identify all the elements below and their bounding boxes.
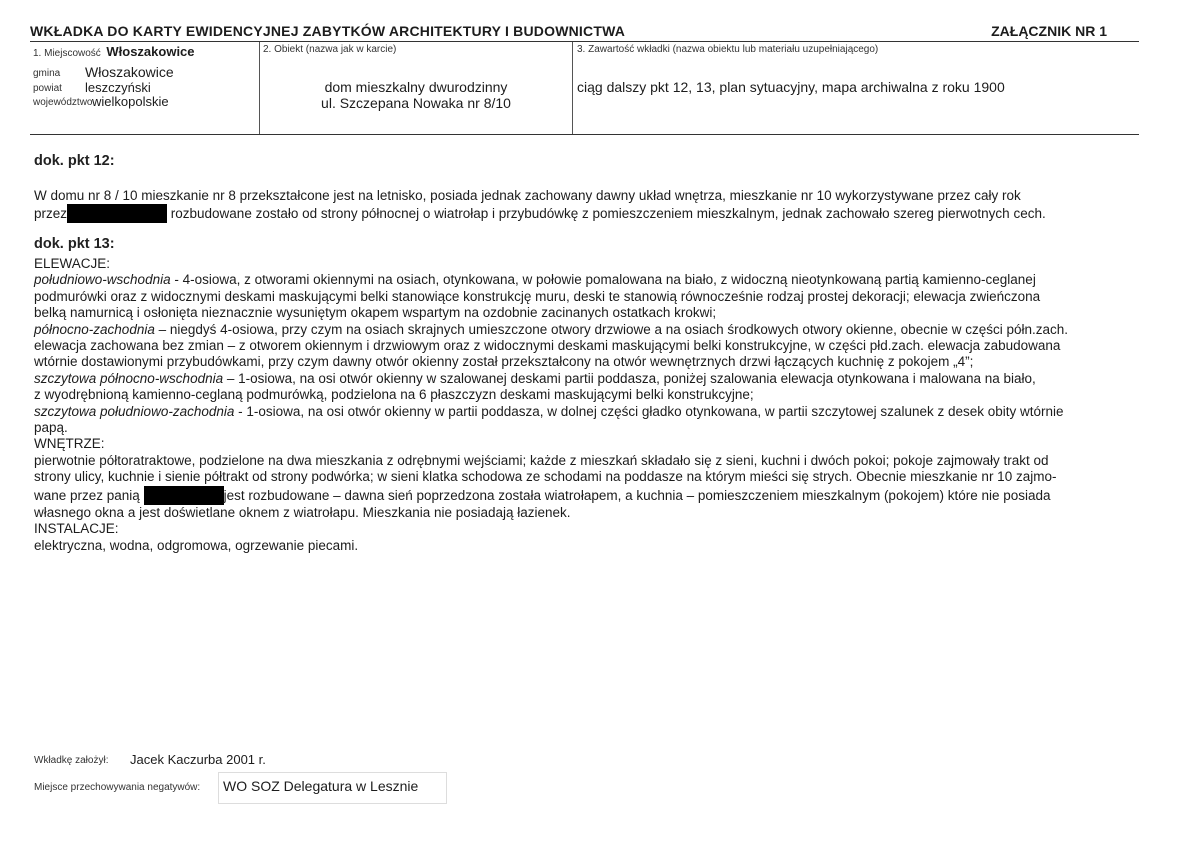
- wojewodztwo-value: wielkopolskie: [92, 94, 169, 109]
- gmina-label: gmina: [33, 68, 61, 79]
- wojewodztwo-label: województwo: [33, 97, 93, 108]
- text-fragment: przez: [34, 206, 68, 222]
- object-name: dom mieszkalny dwurodzinny: [324, 79, 508, 95]
- text-fragment: rozbudowane zostało od strony północnej o wiatrołap i przybudówkę z pomieszczeniem mieszkalnym, jednak zachowało szereg pierwotnych cech.: [167, 206, 1046, 222]
- redaction-block: [67, 204, 167, 223]
- annex-number: ZAŁĄCZNIK NR 1: [991, 23, 1107, 39]
- text-line: belką namurnicą i osłonięta nieznacznie wysuniętym okapem wspartym na ozdobnie zacinanych ostatkach krokwi;: [34, 305, 717, 321]
- locality-label: 1. Miejscowość: [33, 48, 101, 59]
- elevation-label: szczytowa południowo-zachodnia: [34, 403, 235, 419]
- subheading-elewacje: ELEWACJE:: [34, 256, 111, 271]
- text-line: podmurówki oraz z widocznymi deskami maskującymi belki stanowiące konstrukcję muru, deski te stanowią równocześnie rodzaj prostej dekoracji; elewacja zwieńczona: [34, 288, 1041, 304]
- gmina-value: Włoszakowice: [85, 64, 174, 80]
- text-fragment: – niegdyś 4-osiowa, przy czym na osiach skrajnych umieszczone otwory drzwiowe a na osiach środkowych otwory okienne, obecnie w części półn.zach.: [154, 321, 1069, 337]
- text-fragment: jest rozbudowane – dawna sień poprzedzona została wiatrołapem, a kuchnia – pomieszczeniem mieszkalnym (pokojem) które nie posiada: [223, 487, 1051, 503]
- header-table: [30, 42, 1139, 135]
- locality-field: [33, 44, 195, 59]
- text-line: [34, 371, 1129, 387]
- powiat-label: powiat: [33, 83, 62, 94]
- text-line: [34, 404, 1129, 420]
- pkt12-text: [34, 188, 1129, 223]
- powiat-value: leszczyński: [85, 80, 151, 95]
- content-label: 3. Zawartość wkładki (nazwa obiektu lub materiału uzupełniającego): [577, 44, 879, 55]
- text-line: elektryczna, wodna, odgromowa, ogrzewanie piecami.: [34, 537, 359, 553]
- storage-label: Miejsce przechowywania negatywów:: [34, 782, 201, 793]
- object-address: ul. Szczepana Nowaka nr 8/10: [321, 95, 511, 111]
- column-divider: [572, 42, 573, 134]
- author-label: Wkładkę założył:: [34, 755, 109, 766]
- pkt13-text: [34, 256, 1129, 554]
- text-line: pierwotnie półtoratraktowe, podzielone na dwa mieszkania z odrębnymi wejściami; każde z mieszkań składało się z sieni, kuchni i dwóch pokoi; pokoje zajmowały trakt od: [34, 452, 1049, 468]
- text-line: strony ulicy, kuchnie i sienie półtrakt od strony podwórka; w sieni klatka schodowa ze schodami na poddasze na którym mieści się strych. Obecnie mieszkanie nr 10 zajmo-: [34, 469, 1057, 485]
- locality-value: Włoszakowice: [106, 44, 195, 59]
- text-line: własnego okna a jest doświetlane oknem z wiatrołapu. Mieszkania nie posiadają łazienek.: [34, 504, 571, 520]
- section-heading-pkt13: dok. pkt 13:: [34, 236, 115, 252]
- redaction-block: [144, 486, 224, 505]
- text-line: wtórnie dostawionymi przybudówkami, przy czym dawny otwór okienny został przekształcony na otwór wewnętrznych drzwi łączących kuchnię z pokojem „4”;: [34, 354, 974, 370]
- subheading-instalacje: INSTALACJE:: [34, 521, 119, 537]
- text-line: [34, 272, 1129, 288]
- text-line: [34, 322, 1129, 338]
- subheading-wnetrze: WNĘTRZE:: [34, 436, 105, 452]
- text-fragment: - 4-osiowa, z otworami okiennymi na osiach, otynkowana, w połowie pomalowana na biało, z widoczną nieotynkowaną partią kamienno-ceglanej: [170, 272, 1036, 288]
- text-fragment: – 1-osiowa, na osi otwór okienny w szalowanej deskami partii poddasza, poniżej szalowania elewacja otynkowana i malowana na biało,: [223, 370, 1036, 386]
- content-value: ciąg dalszy pkt 12, 13, plan sytuacyjny, mapa archiwalna z roku 1900: [577, 79, 1005, 95]
- text-fragment: - 1-osiowa, na osi otwór okienny w partii poddasza, w dolnej części gładko otynkowana, w partii szczytowej szalunek z desek obity wtórnie: [234, 403, 1064, 419]
- section-heading-pkt12: dok. pkt 12:: [34, 153, 115, 169]
- elevation-label: północno-zachodnia: [34, 321, 155, 337]
- elevation-label: szczytowa północno-wschodnia: [34, 370, 224, 386]
- text-line: z wyodrębnioną kamienno-ceglaną podmurówką, podzielona na 6 płaszczyzn deskami maskującymi belki konstrukcyjne;: [34, 387, 754, 403]
- author-value: Jacek Kaczurba 2001 r.: [130, 752, 266, 767]
- text-fragment: wane przez panią: [34, 487, 140, 503]
- text-line: elewacja zachowana bez zmian – z otworem okiennym i drzwiowym oraz z widocznymi deskami maskującymi belki konstrukcyjne, w części płd.zach. elewacja zabudowana: [34, 338, 1061, 354]
- object-label: 2. Obiekt (nazwa jak w karcie): [263, 44, 397, 55]
- text-line: papą.: [34, 420, 68, 436]
- document-title: WKŁADKA DO KARTY EWIDENCYJNEJ ZABYTKÓW ARCHITEKTURY I BUDOWNICTWA: [30, 23, 626, 39]
- text-line: [34, 486, 1129, 505]
- storage-value: WO SOZ Delegatura w Lesznie: [223, 778, 419, 794]
- text-line: [34, 204, 1129, 223]
- elevation-label: południowo-wschodnia: [34, 272, 171, 288]
- text-line: W domu nr 8 / 10 mieszkanie nr 8 przekształcone jest na letnisko, posiada jednak zachowany dawny układ wnętrza, mieszkanie nr 10 wykorzystywane przez cały rok: [34, 188, 1021, 203]
